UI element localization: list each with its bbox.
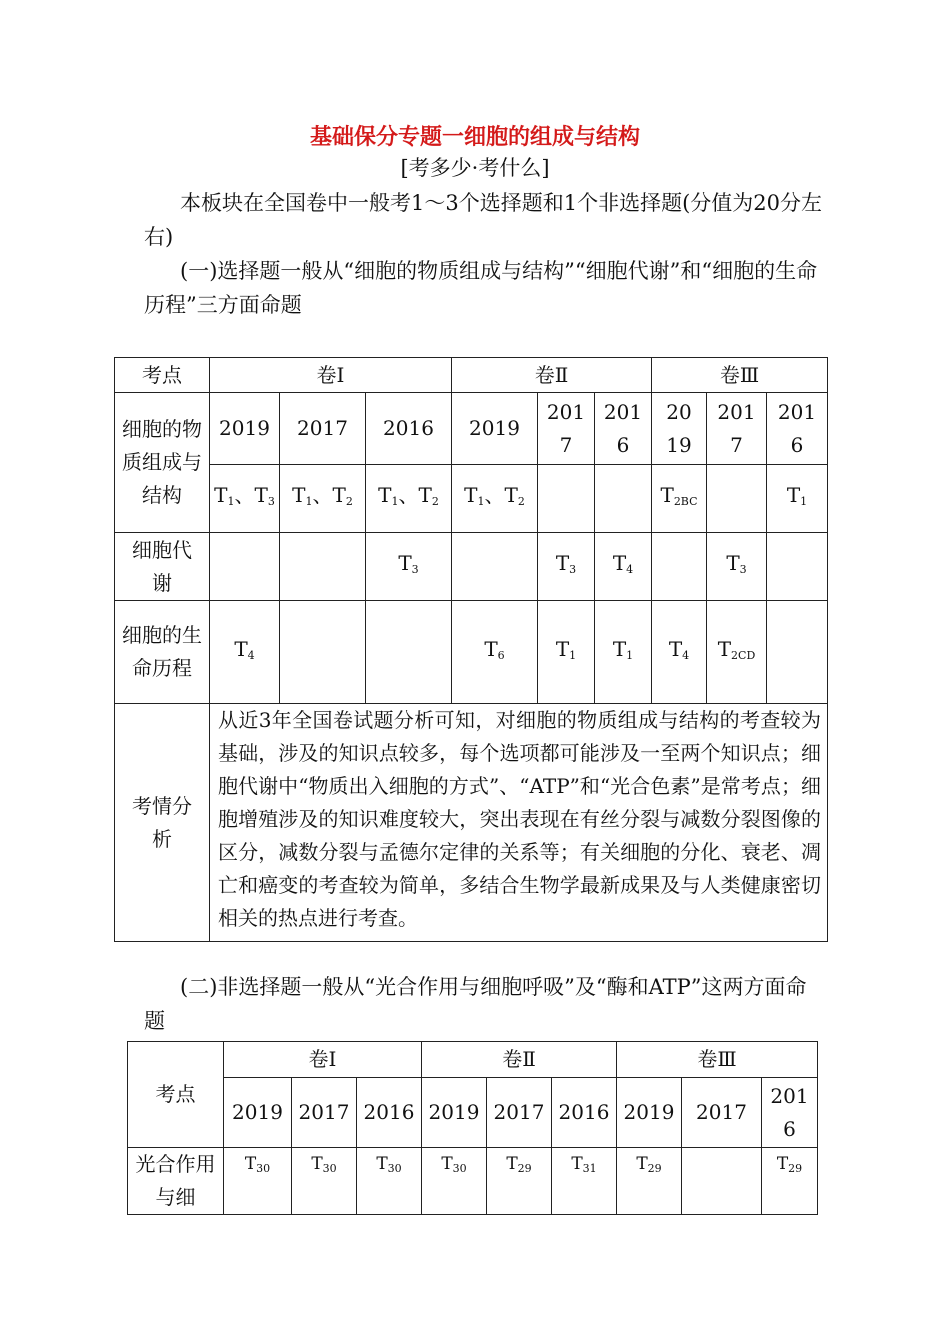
question-cell: $T_{29}$ <box>762 1148 818 1215</box>
question-cell: $T_4$ <box>652 601 707 704</box>
header-vol3-2: 卷Ⅲ <box>617 1042 818 1078</box>
question-cell: $T_1$ <box>595 601 652 704</box>
year-cell: 2016 <box>357 1078 422 1148</box>
header-vol1: 卷Ⅰ <box>210 358 452 393</box>
question-cell: $T_3$ <box>538 533 595 601</box>
header-vol3: 卷Ⅲ <box>652 358 828 393</box>
header-kaodian: 考点 <box>115 358 210 393</box>
year-cell: 2016 <box>366 393 452 465</box>
year-cell: 2017 <box>487 1078 552 1148</box>
question-cell: $T_6$ <box>452 601 538 704</box>
question-cell: $T_1$ <box>538 601 595 704</box>
header-kaodian-2: 考点 <box>128 1042 224 1148</box>
empty-cell <box>707 465 767 533</box>
question-cell: $T_1$ <box>767 465 828 533</box>
question-cell: $T_1$、$T_2$ <box>366 465 452 533</box>
analysis-text: 从近3年全国卷试题分析可知，对细胞的物质组成与结构的考查较为基础，涉及的知识点较多，每个选项都可能涉及一至两个知识点；细胞代谢中“物质出入细胞的方式”、“ATP”和“光合色素”是常考点；细胞增殖涉及的知识难度较大，突出表现在有丝分裂与减数分裂图像的区分，减数分裂与孟德尔定律的关系等；有关细胞的分化、衰老、凋亡和癌变的考查较为简单，多结合生物学最新成果及与人类健康密切相关的热点进行考查。 <box>210 704 828 942</box>
question-cell: $T_{30}$ <box>292 1148 357 1215</box>
row-label-photosynthesis: 光合作用与细 <box>128 1148 224 1215</box>
question-cell: $T_1$、$T_2$ <box>280 465 366 533</box>
header-vol2-2: 卷Ⅱ <box>422 1042 617 1078</box>
question-cell: $T_{2CD}$ <box>707 601 767 704</box>
row-label-analysis: 考情分析 <box>115 704 210 942</box>
question-cell: $T_{31}$ <box>552 1148 617 1215</box>
empty-cell <box>210 533 280 601</box>
question-cell: $T_{29}$ <box>617 1148 682 1215</box>
header-vol2: 卷Ⅱ <box>452 358 652 393</box>
empty-cell <box>280 601 366 704</box>
year-cell: 2017 <box>682 1078 762 1148</box>
empty-cell <box>452 533 538 601</box>
question-cell: $T_{2BC}$ <box>652 465 707 533</box>
empty-cell <box>682 1148 762 1215</box>
year-cell: 2017 <box>292 1078 357 1148</box>
year-cell: 2019 <box>452 393 538 465</box>
year-cell: 2017 <box>538 393 595 465</box>
year-cell: 2019 <box>652 393 707 465</box>
row-label-metabolism: 细胞代谢 <box>115 533 210 601</box>
empty-cell <box>366 601 452 704</box>
empty-cell <box>280 533 366 601</box>
intro-paragraph: 本板块在全国卷中一般考1～3个选择题和1个非选择题(分值为20分左右) <box>144 191 822 249</box>
question-cell: $T_4$ <box>595 533 652 601</box>
question-cell: $T_{30}$ <box>357 1148 422 1215</box>
empty-cell <box>538 465 595 533</box>
question-cell: $T_3$ <box>366 533 452 601</box>
empty-cell <box>767 601 828 704</box>
question-cell: $T_4$ <box>210 601 280 704</box>
exam-table-2 <box>127 1041 818 1215</box>
year-cell: 2019 <box>224 1078 292 1148</box>
row-label-structure: 细胞的物质组成与结构 <box>115 393 210 533</box>
empty-cell <box>595 465 652 533</box>
question-cell: $T_1$、$T_3$ <box>210 465 280 533</box>
document-subtitle: [考多少·考什么] <box>400 156 550 180</box>
row-label-lifecycle: 细胞的生命历程 <box>115 601 210 704</box>
empty-cell <box>767 533 828 601</box>
question-cell: $T_1$、$T_2$ <box>452 465 538 533</box>
header-vol1-2: 卷Ⅰ <box>224 1042 422 1078</box>
year-cell: 2019 <box>617 1078 682 1148</box>
year-cell: 2017 <box>707 393 767 465</box>
question-cell: $T_{30}$ <box>422 1148 487 1215</box>
question-cell: $T_{30}$ <box>224 1148 292 1215</box>
question-cell: $T_3$ <box>707 533 767 601</box>
year-cell: 2016 <box>552 1078 617 1148</box>
year-cell: 2016 <box>762 1078 818 1148</box>
section2-paragraph: (二)非选择题一般从“光合作用与细胞呼吸”及“酶和ATP”这两方面命题 <box>144 975 807 1033</box>
year-cell: 2016 <box>595 393 652 465</box>
empty-cell <box>652 533 707 601</box>
year-cell: 2016 <box>767 393 828 465</box>
document-title: 基础保分专题一细胞的组成与结构 <box>309 125 640 150</box>
year-cell: 2019 <box>210 393 280 465</box>
year-cell: 2019 <box>422 1078 487 1148</box>
question-cell: $T_{29}$ <box>487 1148 552 1215</box>
section1-paragraph: (一)选择题一般从“细胞的物质组成与结构”“细胞代谢”和“细胞的生命历程”三方面命题 <box>144 259 818 317</box>
exam-table-1 <box>114 357 828 942</box>
year-cell: 2017 <box>280 393 366 465</box>
